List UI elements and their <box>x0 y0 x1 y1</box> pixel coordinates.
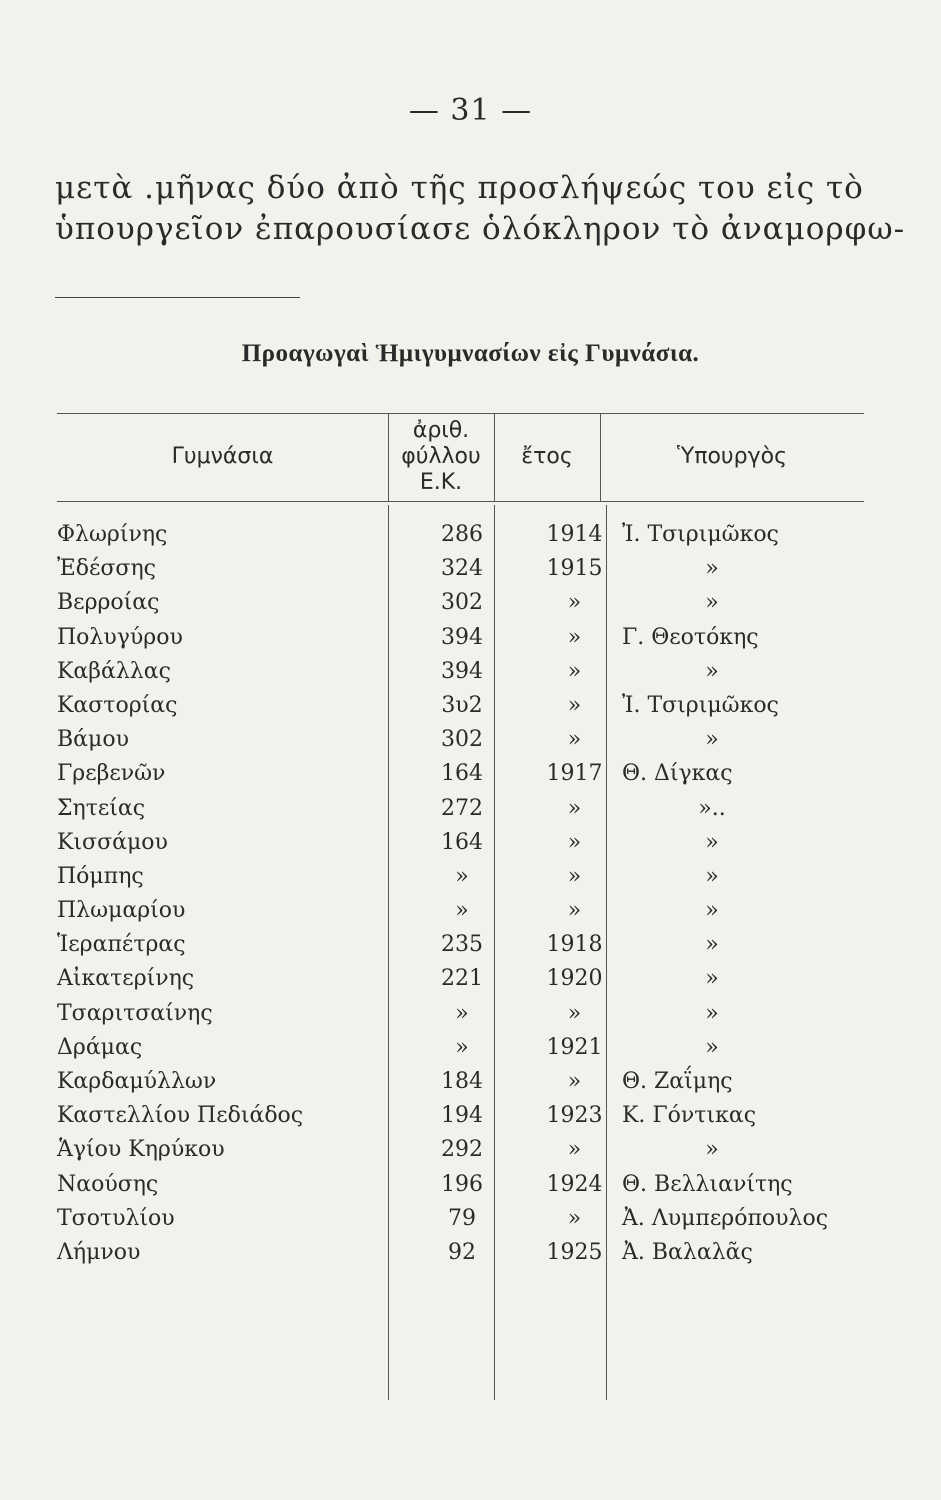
intro-line: μετὰ .μῆνας δύο ἀπὸ τῆς προσλήψεώς του εἰς τὸ <box>55 170 864 206</box>
table-row <box>57 590 877 624</box>
column-header-sheet-line: φύλλου <box>401 444 481 469</box>
cell-gymnasium: Τσοτυλίου <box>57 1205 175 1231</box>
cell-sheet-number: » <box>455 863 469 889</box>
cell-gymnasium: Γρεβενῶν <box>57 761 166 787</box>
cell-sheet-number: 302 <box>441 727 483 753</box>
column-header-minister: Ὑπουργὸς <box>676 444 788 469</box>
cell-gymnasium: Λήμνου <box>57 1239 141 1265</box>
cell-year: 1925 <box>546 1239 603 1265</box>
cell-sheet-number: » <box>455 1034 469 1060</box>
cell-minister: Κ. Γόντικας <box>622 1103 757 1129</box>
column-header-sheet <box>388 414 494 500</box>
cell-sheet-number: 394 <box>441 624 483 650</box>
cell-year: 1921 <box>546 1034 603 1060</box>
cell-year: » <box>567 795 582 821</box>
cell-gymnasium: Πλωμαρίου <box>57 898 186 924</box>
cell-year: » <box>567 1069 582 1094</box>
cell-year: » <box>567 727 582 753</box>
cell-minister: » <box>705 590 719 616</box>
cell-gymnasium: Κισσάμου <box>57 829 168 855</box>
table-row <box>57 932 877 966</box>
table-row <box>57 727 877 761</box>
cell-year: 1917 <box>546 761 603 787</box>
cell-year: 1918 <box>546 932 603 958</box>
cell-gymnasium: Αἰκατερίνης <box>57 966 195 992</box>
cell-year: » <box>567 1000 582 1026</box>
cell-gymnasium: Καρδαμύλλων <box>57 1069 217 1094</box>
cell-minister: ».. <box>698 795 726 821</box>
cell-sheet-number: 92 <box>448 1239 476 1265</box>
cell-minister: Ἰ. Τσιριμῶκος <box>622 522 779 547</box>
table-row <box>57 898 877 932</box>
table-row <box>57 1240 877 1274</box>
cell-sheet-number: 184 <box>441 1069 483 1094</box>
cell-sheet-number: 292 <box>441 1137 483 1163</box>
cell-minister: Θ. Βελλιανίτης <box>622 1171 793 1197</box>
cell-minister: Γ. Θεοτόκης <box>622 624 759 650</box>
table-row <box>57 625 877 659</box>
table-row <box>57 556 877 590</box>
cell-year: 1914 <box>546 522 603 547</box>
table-row <box>57 693 877 727</box>
cell-year: 1920 <box>546 966 603 992</box>
table-row <box>57 1001 877 1035</box>
cell-sheet-number: » <box>455 1000 469 1026</box>
table-row <box>57 659 877 693</box>
cell-sheet-number: 324 <box>441 556 483 582</box>
cell-sheet-number: 286 <box>441 522 483 547</box>
cell-sheet-number: 79 <box>448 1205 476 1231</box>
cell-sheet-number: » <box>455 898 469 924</box>
column-header-year: ἔτος <box>521 444 573 469</box>
cell-minister: » <box>705 863 719 889</box>
cell-sheet-number: 221 <box>441 966 483 992</box>
cell-sheet-number: 164 <box>441 761 483 787</box>
cell-minister: Ἰ. Τσιριμῶκος <box>622 692 779 718</box>
cell-sheet-number: 164 <box>441 829 483 855</box>
cell-year: » <box>567 863 582 889</box>
cell-year: » <box>567 1205 582 1231</box>
cell-year: » <box>567 658 582 684</box>
cell-gymnasium: Ἱεραπέτρας <box>57 932 186 958</box>
cell-sheet-number: 272 <box>441 795 483 821</box>
cell-minister: » <box>705 1137 719 1163</box>
cell-gymnasium: Ἁγίου Κηρύκου <box>57 1137 225 1163</box>
cell-gymnasium: Φλωρίνης <box>57 522 168 547</box>
table-row <box>57 761 877 795</box>
page-number: — 31 — <box>408 93 533 128</box>
table-row <box>57 830 877 864</box>
cell-year: 1915 <box>546 556 603 582</box>
cell-sheet-number: 235 <box>441 932 483 958</box>
column-header-gymnasium: Γυμνάσια <box>171 444 274 469</box>
cell-year: » <box>567 692 582 718</box>
table-row <box>57 1206 877 1240</box>
table-row <box>57 1137 877 1171</box>
cell-sheet-number: 302 <box>441 590 483 616</box>
cell-sheet-number: 194 <box>441 1103 483 1129</box>
cell-gymnasium: Πολυγύρου <box>57 624 183 650</box>
cell-minister: » <box>705 1034 719 1060</box>
column-header-sheet-line: Ε.Κ. <box>419 470 463 495</box>
cell-minister: » <box>705 829 719 855</box>
table-body <box>57 522 877 1274</box>
cell-year: » <box>567 829 582 855</box>
cell-sheet-number: 3υ2 <box>441 692 483 718</box>
cell-minister: » <box>705 966 719 992</box>
table-row <box>57 1035 877 1069</box>
table-row <box>57 864 877 898</box>
table-row <box>57 1103 877 1137</box>
cell-sheet-number: 394 <box>441 658 483 684</box>
cell-gymnasium: Πόμπης <box>57 863 144 889</box>
cell-minister: » <box>705 556 719 582</box>
table-row <box>57 1069 877 1103</box>
cell-minister: Θ. Ζαΐμης <box>622 1069 733 1094</box>
cell-gymnasium: Δράμας <box>57 1034 143 1060</box>
cell-minister: » <box>705 1000 719 1026</box>
table-row <box>57 796 877 830</box>
cell-gymnasium: Καστορίας <box>57 692 178 718</box>
cell-minister: » <box>705 727 719 753</box>
table-title: Προαγωγαὶ Ἡμιγυμνασίων εἰς Γυμνάσια. <box>241 340 700 367</box>
cell-minister: » <box>705 898 719 924</box>
cell-gymnasium: Βάμου <box>57 727 129 753</box>
intro-paragraph <box>55 168 906 250</box>
cell-gymnasium: Ναούσης <box>57 1171 159 1197</box>
cell-year: » <box>567 590 582 616</box>
table-row <box>57 1172 877 1206</box>
cell-gymnasium: Βερροίας <box>57 590 160 616</box>
cell-year: 1923 <box>546 1103 603 1129</box>
cell-minister: Θ. Δίγκας <box>622 761 733 787</box>
cell-minister: Ἀ. Λυμπερόπουλος <box>622 1205 829 1231</box>
cell-sheet-number: 196 <box>441 1171 483 1197</box>
cell-gymnasium: Καστελλίου Πεδιάδος <box>57 1103 304 1129</box>
cell-year: » <box>567 624 582 650</box>
cell-minister: » <box>705 658 719 684</box>
cell-minister: Ἀ. Βαλαλᾶς <box>622 1239 753 1265</box>
cell-gymnasium: Καβάλλας <box>57 658 171 684</box>
table-row <box>57 966 877 1000</box>
cell-year: » <box>567 898 582 924</box>
cell-gymnasium: Σητείας <box>57 795 146 821</box>
cell-year: » <box>567 1137 582 1163</box>
intro-line: ὑπουργεῖον ἐπαρουσίασε ὁλόκληρον τὸ ἀναμορφω- <box>55 211 906 247</box>
table-header-rule <box>57 501 864 502</box>
cell-year: 1924 <box>546 1171 603 1197</box>
cell-minister: » <box>705 932 719 958</box>
cell-gymnasium: Ἐδέσσης <box>57 556 156 582</box>
cell-gymnasium: Τσαριτσαίνης <box>57 1000 213 1026</box>
column-header-sheet-line: ἀριθ. <box>412 418 470 443</box>
section-divider <box>55 297 300 298</box>
table-row <box>57 522 877 556</box>
